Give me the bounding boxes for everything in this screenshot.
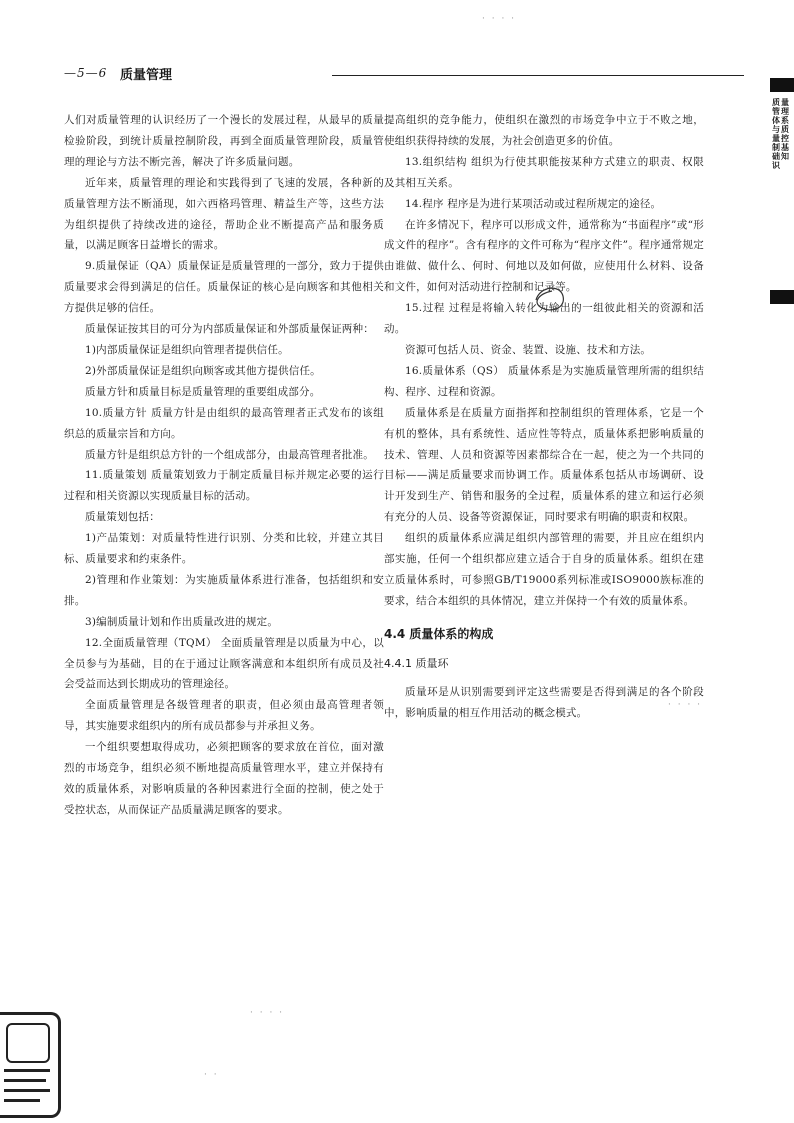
- paragraph: 资源可包括人员、资金、装置、设施、技术和方法。: [405, 343, 652, 356]
- library-stamp-icon: [0, 1012, 61, 1118]
- side-tab-bar-bottom: [770, 290, 794, 304]
- closing-paragraph: 质量环是从识别需要到评定这些需要是否得到满足的各个阶段中，影响质量的相互作用活动的概念模式。: [384, 685, 704, 719]
- paragraph: 9.质量保证（QA）质量保证是质量管理的一部分，致力于提供质量要求会得到满足的信任。质量保证的核心是向顾客和其他相关方提供足够的信任。: [64, 260, 384, 315]
- scan-dots-top: · · · ·: [482, 14, 517, 24]
- page-number: —5—6: [64, 66, 108, 80]
- paragraph: 提高组织的竞争能力，使组织在激烈的市场竞争中立于不败之地，使组织获得持续的发展，为社会创造更多的价值。: [384, 114, 704, 147]
- paragraph: 13.组织结构 组织为行使其职能按某种方式建立的职责、权限及其相互关系。: [384, 155, 704, 189]
- running-title: 质量管理: [120, 68, 173, 83]
- right-paragraphs: [384, 110, 704, 612]
- header-rule: [332, 75, 744, 76]
- paragraph: 人们对质量管理的认识经历了一个漫长的发展过程，从最早的质量检验阶段，到统计质量控制阶段，再到全面质量管理阶段，质量管理的理论与方法不断完善，解决了许多质量问题。: [64, 114, 384, 168]
- right-text-column: [384, 110, 704, 724]
- paragraph: 质量体系是在质量方面指挥和控制组织的管理体系，它是一个有机的整体，具有系统性、适应性等特点，质量体系把影响质量的技术、管理、人员和资源等因素都综合在一起，使之为一个共同的目标——满足质量要求而协调工作。质量体系包括从市场调研、设计开发到生产、销售和服务的全过程，质量体系的建立和运行必须有充分的人员、设备等资源保证，同时要求有明确的职责和权限。: [384, 406, 704, 524]
- paragraph: 14.程序 程序是为进行某项活动或过程所规定的途径。: [405, 197, 662, 210]
- paragraph: 在许多情况下，程序可以形成文件，通常称为“书面程序”或“形成文件的程序”。含有程序的文件可称为“程序文件”。程序通常规定由谁做、做什么、何时、何地以及如何做，应使用什么材料、设备和文件，如何对活动进行控制和记录等。: [384, 218, 704, 294]
- paragraph: 近年来，质量管理的理论和实践得到了飞速的发展，各种新的质量管理方法不断涌现，如六西格玛管理、精益生产等，这些方法为组织提供了持续改进的途径，帮助企业不断提高产品和服务质量，以满足顾客日益增长的需求。: [64, 176, 384, 252]
- paragraph: 12.全面质量管理（TQM） 全面质量管理是以质量为中心，以全员参与为基础，目的在于通过让顾客满意和本组织所有成员及社会受益而达到长期成功的管理途径。: [64, 636, 384, 691]
- paragraph: 1)内部质量保证是组织向管理者提供信任。: [85, 343, 289, 356]
- scan-dots-bottom-left: · · · ·: [250, 1008, 285, 1018]
- paragraph: 11.质量策划 质量策划致力于制定质量目标并规定必要的运行过程和相关资源以实现质量目标的活动。: [64, 469, 384, 503]
- left-text-column: [64, 110, 384, 821]
- paragraph: 质量方针是组织总方针的一个组成部分，由最高管理者批准。: [85, 448, 374, 461]
- paragraph: 10.质量方针 质量方针是由组织的最高管理者正式发布的该组织总的质量宗旨和方向。: [64, 406, 384, 440]
- paragraph: 2)外部质量保证是组织向顾客或其他方提供信任。: [85, 364, 321, 377]
- paragraph: 组织的质量体系应满足组织内部管理的需要，并且应在组织内部实施，任何一个组织都应建立适合于自身的质量体系。组织在建立质量体系时，可参照GB/T19000系列标准或ISO9000族标准的要求，结合本组织的具体情况，建立并保持一个有效的质量体系。: [384, 532, 704, 607]
- paragraph: 1)产品策划：对质量特性进行识别、分类和比较，并建立其目标、质量要求和约束条件。: [64, 532, 384, 566]
- side-tab-text: 质量管理体系与质量控制基础知识: [772, 98, 790, 170]
- paragraph: 2)管理和作业策划：为实施质量体系进行准备，包括组织和安排。: [64, 573, 384, 607]
- scan-dots-right: · · · ·: [668, 700, 703, 710]
- paragraph: 15.过程 过程是将输入转化为输出的一组彼此相关的资源和活动。: [384, 302, 704, 336]
- paragraph: 16.质量体系（QS） 质量体系是为实施质量管理所需的组织结构、程序、过程和资源。: [384, 364, 704, 398]
- paragraph: 3)编制质量计划和作出质量改进的规定。: [85, 615, 279, 628]
- subsection-heading: 4.4.1 质量环: [384, 656, 449, 670]
- running-header: [64, 64, 744, 86]
- scan-dots-bottom: · ·: [204, 1070, 219, 1080]
- section-heading: 4.4 质量体系的构成: [384, 626, 494, 641]
- side-tab-bar-top: [770, 78, 794, 92]
- paragraph: 全面质量管理是各级管理者的职责，但必须由最高管理者领导，其实施要求组织内的所有成员都参与并承担义务。: [64, 699, 384, 733]
- paragraph: 一个组织要想取得成功，必须把顾客的要求放在首位，面对激烈的市场竞争，组织必须不断地提高质量管理水平，建立并保持有效的质量体系，对影响质量的各种因素进行全面的控制，使之处于受控状态，从而保证产品质量满足顾客的要求。: [64, 741, 384, 816]
- side-thumb-tab: [770, 78, 794, 304]
- paragraph: 质量策划包括：: [85, 511, 160, 524]
- scan-mark-scribble: [532, 282, 568, 316]
- paragraph: 质量保证按其目的可分为内部质量保证和外部质量保证两种：: [85, 323, 374, 336]
- paragraph: 质量方针和质量目标是质量管理的重要组成部分。: [85, 385, 321, 398]
